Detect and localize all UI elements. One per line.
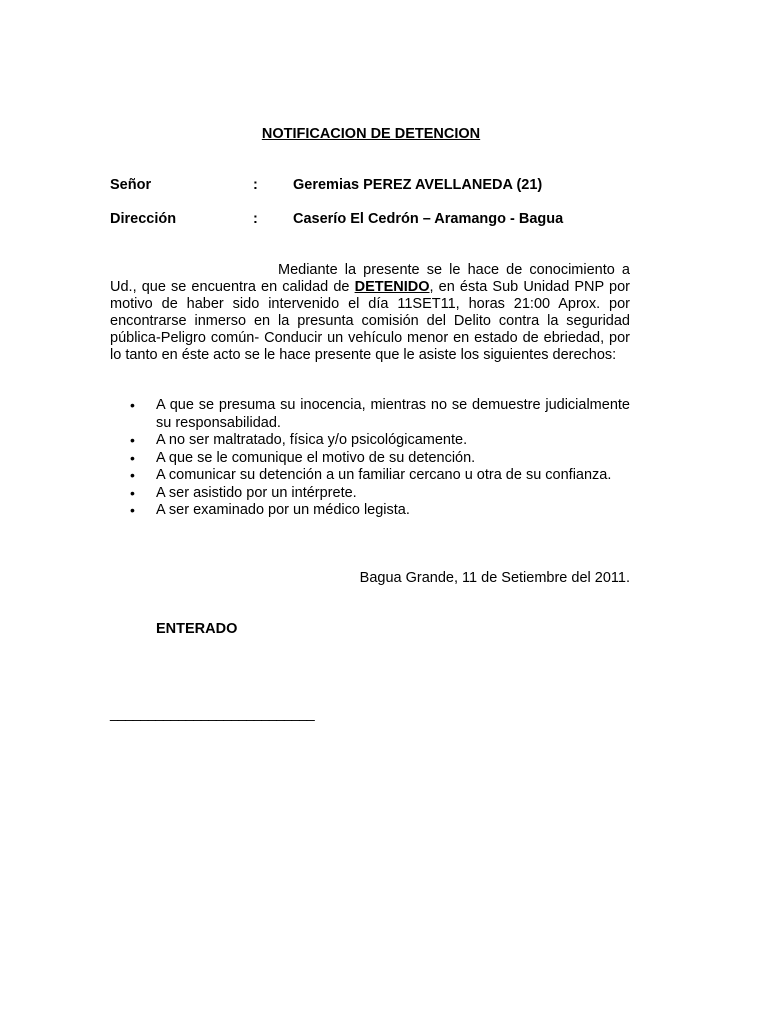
- right-text: A comunicar su detención a un familiar cercano u otra de su confianza.: [156, 467, 612, 483]
- paragraph-part-2: , en ésta Sub Unidad PNP por motivo de haber sido intervenido el día 11SET11, horas 21:00 Aprox. por encontrarse inmerso en la presunta comisión del Delito contra la seguridad pública-Peligro común- Conducir un vehículo menor en estado de ebriedad, por lo tanto en éste acto se le hace presente que le asiste los siguientes derechos:: [110, 279, 631, 363]
- paragraph-part-1: Mediante la presente se le hace de conocimiento a Ud., que se encuentra en calidad de: [110, 262, 630, 295]
- enterado-label: ENTERADO: [156, 621, 238, 637]
- bullet-icon: •: [130, 484, 135, 501]
- rights-list: [110, 397, 630, 520]
- bullet-icon: •: [130, 397, 135, 413]
- recipient-name: Geremias PEREZ AVELLANEDA (21): [293, 177, 543, 193]
- recipient-colon: :: [253, 177, 258, 193]
- list-item: [110, 467, 630, 485]
- right-text: A que se le comunique el motivo de su detención.: [156, 449, 476, 466]
- recipient-label: Señor: [110, 177, 152, 193]
- notification-paragraph: [110, 262, 630, 364]
- address-value: Caserío El Cedrón – Aramango - Bagua: [293, 211, 564, 227]
- right-text: A no ser maltratado, física y/o psicológicamente.: [156, 432, 468, 448]
- list-item: [110, 432, 630, 450]
- detenido-emphasis: DETENIDO: [354, 279, 430, 295]
- bullet-icon: •: [130, 449, 135, 466]
- list-item: [110, 485, 630, 503]
- signature-line: ___________________________: [110, 706, 315, 722]
- address-colon: :: [253, 211, 258, 227]
- right-text: A que se presuma su inocencia, mientras no se demuestre judicialmente su responsabilidad.: [156, 397, 630, 431]
- address-label: Dirección: [110, 211, 177, 227]
- bullet-icon: •: [130, 502, 135, 518]
- right-text: A ser examinado por un médico legista.: [156, 502, 410, 518]
- list-item: [110, 397, 630, 432]
- document-title: NOTIFICACION DE DETENCION: [261, 126, 481, 142]
- place-date-line: Bagua Grande, 11 de Setiembre del 2011.: [359, 570, 630, 586]
- right-text: A ser asistido por un intérprete.: [156, 484, 357, 501]
- bullet-icon: •: [130, 467, 135, 483]
- bullet-icon: •: [130, 432, 135, 448]
- list-item: [110, 450, 630, 468]
- list-item: [110, 502, 630, 520]
